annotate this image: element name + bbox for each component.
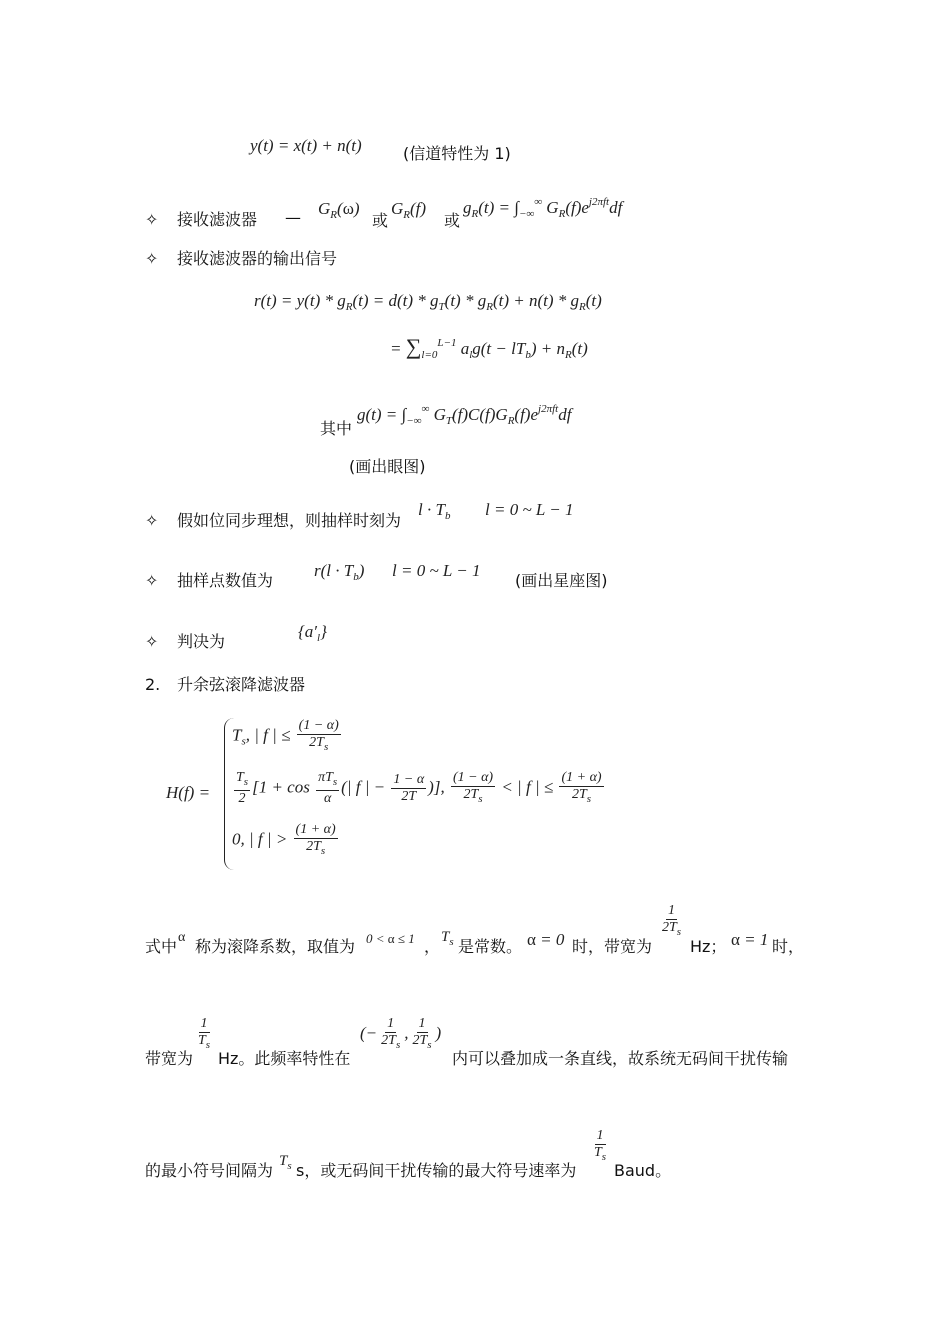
section-title: 升余弦滚降滤波器 <box>177 675 306 694</box>
para1-text-1: 式中 <box>145 937 178 956</box>
piecewise-case-3: 0, | f | > $\frac{(1 + \alpha)}{2T_s}$ <box>232 822 336 857</box>
draw-eye-note: (画出眼图) <box>349 457 426 476</box>
equation-sample-time: $l \cdot T_b$ <box>418 500 451 522</box>
para1-text-7: 时， <box>772 937 805 956</box>
fraction-1-over-ts-2: $\frac{1}{T_s}$ <box>594 1128 607 1163</box>
para1-text-4: 是常数。 <box>458 937 523 956</box>
draw-constellation-note: (画出星座图) <box>515 571 608 590</box>
equation-alpha-zero: α = 0 <box>527 930 565 949</box>
symbol-ts-2: $T_s$ <box>279 1153 292 1172</box>
piecewise-case-2: $\frac{T_s}{2}$ [1 + cos $\frac{\pi T_s}{\alpha}$ (| f | − $\frac{1 - \alpha}{2T}$ )], $\frac{(1 - \alpha)}{2T_s}$ < | f | ≤ $\frac{(1 + \alpha)}{2T_s}$ <box>236 770 602 806</box>
equation-g-t-integral: $g(t) = \int_{-\infty}^\infty$ $G_T(f)C(f)G_R(f)e^{j2\pi ft}df$ <box>357 403 572 427</box>
interval-symmetric: (− $\frac{1}{2T_s}$ , $\frac{1}{2T_s}$ ) <box>360 1016 442 1051</box>
equation-gr-t-integral: $g_R(t) = \int_{-\infty}^\infty$ $G_R(f)e^{j2\pi ft}df$ <box>463 196 623 220</box>
para3-text-1: 的最小符号间隔为 <box>145 1161 274 1180</box>
bullet-icon: ✧ <box>145 511 159 530</box>
symbol-ts: $T_s$ <box>441 929 454 948</box>
bullet-icon: ✧ <box>145 249 159 268</box>
dash-symbol: — <box>285 208 301 227</box>
para2-text-1: 带宽为 <box>145 1049 194 1068</box>
para2-text-2: Hz。此频率特性在 <box>218 1049 351 1068</box>
channel-note: (信道特性为 1) <box>403 144 511 163</box>
receive-output-label: 接收滤波器的输出信号 <box>177 249 338 268</box>
piecewise-case-1: $T_s$, | f | ≤ $\frac{(1 - \alpha)}{2T_s}$ <box>232 718 339 753</box>
equation-h-f-label: H(f) = <box>166 783 211 802</box>
equation-gr-omega: $G_R(\omega)$ <box>318 199 360 221</box>
equation-l-range-2: l = 0 ~ L − 1 <box>392 561 481 580</box>
bullet-icon: ✧ <box>145 571 159 590</box>
equation-r-t-line1: $r(t) = y(t) * g_R(t) = d(t) * g_T(t) * g_R(t) + n(t) * g_R(t)$ <box>254 291 602 313</box>
equation-alpha-range: 0 < α ≤ 1 <box>366 931 415 946</box>
fraction-1-over-2ts: $\frac{1}{2T_s}$ <box>662 903 682 938</box>
equation-l-range-1: l = 0 ~ L − 1 <box>485 500 574 519</box>
para1-text-6: Hz； <box>690 937 727 956</box>
para1-text-2: 称为滚降系数，取值为 <box>195 937 356 956</box>
para2-text-3: 内可以叠加成一条直线，故系统无码间干扰传输 <box>452 1049 789 1068</box>
bullet-icon: ✧ <box>145 632 159 651</box>
symbol-alpha: α <box>178 930 186 945</box>
equation-received-signal: y(t) = x(t) + n(t) <box>250 136 362 155</box>
or-word-1: 或 <box>372 211 389 230</box>
equation-r-t-line2: = $\sum_{l=0}^{L-1}$ $a_lg(t - lT_b) + n_R(t)$ <box>390 334 588 361</box>
para1-text-3: ， <box>424 937 441 956</box>
para3-text-3: Baud。 <box>614 1161 672 1180</box>
bullet-icon: ✧ <box>145 210 159 229</box>
decision-label: 判决为 <box>177 632 226 651</box>
sync-text: 假如位同步理想，则抽样时刻为 <box>177 511 402 530</box>
para1-text-5: 时，带宽为 <box>572 937 653 956</box>
equation-sample-value: $r(l \cdot T_b)$ <box>314 561 365 583</box>
para3-text-2: s，或无码间干扰传输的最大符号速率为 <box>296 1161 577 1180</box>
section-number: 2. <box>145 675 161 694</box>
sample-values-label: 抽样点数值为 <box>177 571 274 590</box>
equation-decision-set: $\{a'_l\}$ <box>298 622 327 644</box>
equation-gr-f: $G_R(f)$ <box>391 199 427 221</box>
where-label: 其中 <box>320 419 353 438</box>
fraction-1-over-ts: $\frac{1}{T_s}$ <box>198 1016 211 1051</box>
or-word-2: 或 <box>444 211 461 230</box>
receive-filter-label: 接收滤波器 <box>177 210 258 229</box>
equation-alpha-one: α = 1 <box>731 930 769 949</box>
